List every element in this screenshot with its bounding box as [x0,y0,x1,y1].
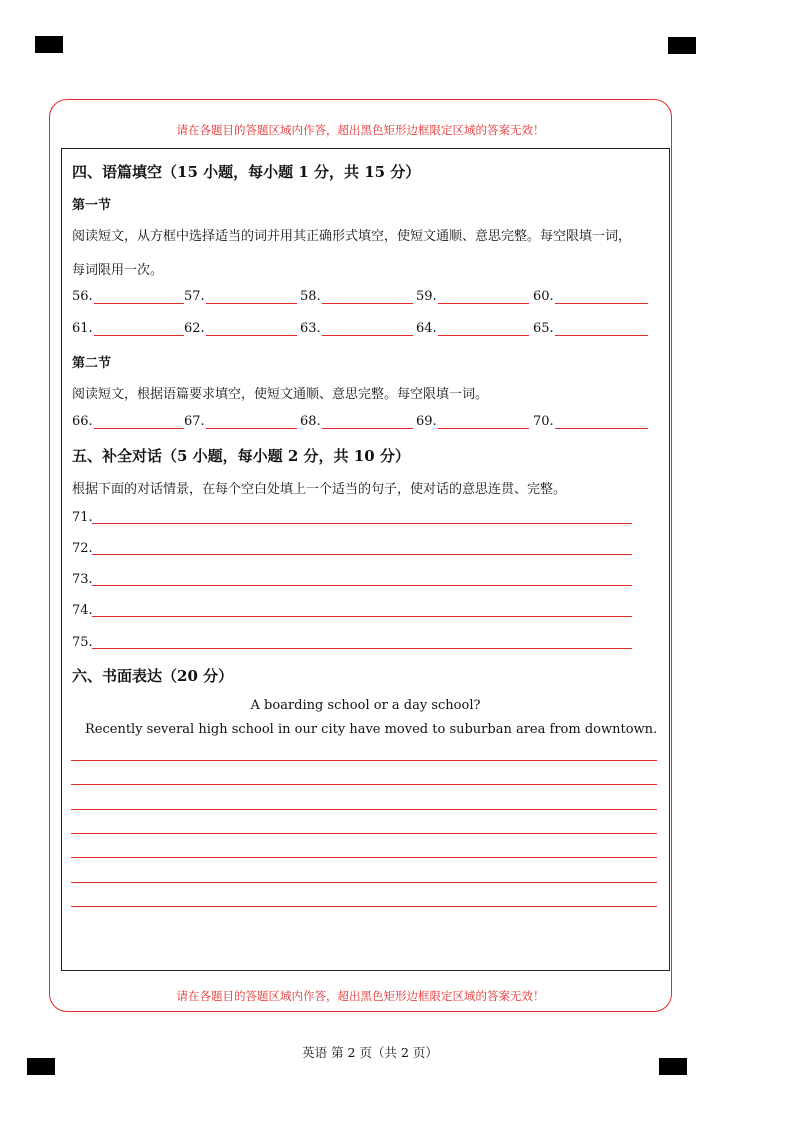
writing-line[interactable] [71,784,657,785]
writing-line[interactable] [71,906,657,907]
blank-67[interactable]: 67. [184,414,297,429]
blank-57[interactable]: 57. [184,289,297,304]
section4-part2-instruction: 阅读短文，根据语篇要求填空，使短文通顺、意思完整。每空限填一词。 [72,387,489,402]
blank-69[interactable]: 69. [416,414,529,429]
blank-64[interactable]: 64. [416,321,529,336]
section5-instruction: 根据下面的对话情景，在每个空白处填上一个适当的句子，使对话的意思连贯、完整。 [72,482,567,497]
blank-60[interactable]: 60. [533,289,648,304]
writing-line[interactable] [71,882,657,883]
section6-title: 六、书面表达（20 分） [72,667,234,685]
writing-line[interactable] [71,857,657,858]
blank-68[interactable]: 68. [300,414,413,429]
writing-line[interactable] [71,833,657,834]
blank-63[interactable]: 63. [300,321,413,336]
blank-61[interactable]: 61. [72,321,184,336]
section5-title: 五、补全对话（5 小题，每小题 2 分，共 10 分） [72,447,410,465]
section4-title: 四、语篇填空（15 小题，每小题 1 分，共 15 分） [72,163,421,181]
warning-bottom: 请在各题目的答题区域内作答，超出黑色矩形边框限定区域的答案无效！ [176,989,545,1003]
blank-56[interactable]: 56. [72,289,184,304]
blank-59[interactable]: 59. [416,289,529,304]
essay-title: A boarding school or a day school? [250,698,481,713]
section4-part1-instruction-line2: 每词限用一次。 [72,263,164,278]
writing-line[interactable] [71,760,657,761]
essay-prompt: Recently several high school in our city have moved to suburban area from downtown. [85,722,658,737]
blank-66[interactable]: 66. [72,414,184,429]
registration-mark-top-right [668,37,696,54]
page-footer: 英语 第 2 页（共 2 页） [302,1045,438,1060]
section4-part1-heading: 第一节 [72,198,112,213]
warning-top: 请在各题目的答题区域内作答，超出黑色矩形边框限定区域的答案无效！ [176,123,545,137]
section4-part2-heading: 第二节 [72,356,112,371]
registration-mark-top-left [35,36,63,53]
section4-part1-instruction-line1: 阅读短文，从方框中选择适当的词并用其正确形式填空，使短文通顺、意思完整。每空限填一词， [72,229,632,244]
blank-70[interactable]: 70. [533,414,648,429]
blank-65[interactable]: 65. [533,321,648,336]
blank-62[interactable]: 62. [184,321,297,336]
blank-58[interactable]: 58. [300,289,413,304]
writing-line[interactable] [71,809,657,810]
answer-box: 四、语篇填空（15 小题，每小题 1 分，共 15 分） 第一节 阅读短文，从方框中选择适当的词并用其正确形式填空，使短文通顺、意思完整。每空限填一词， 每词限用一次。 56. 57. 58. 59. 60. 61. 62. 63. 64. 65. 第二节 阅读短文，根据语篇要求填空，使短文通顺、意思完整。每空限填一词。 66. 67. 68. 69. 70. 五、补全对话（5 小题，每小题 2 分，共 10 分） 根据下面的对话情景，在每个空白处填上一个适当的句子，使对话的意思连贯、完整。 71. 72. 73. 74. 75. 六、书面表达（20 分） A boarding school or a day school? Recently several high school in our city have moved to suburban area from downtown. [61,148,670,971]
